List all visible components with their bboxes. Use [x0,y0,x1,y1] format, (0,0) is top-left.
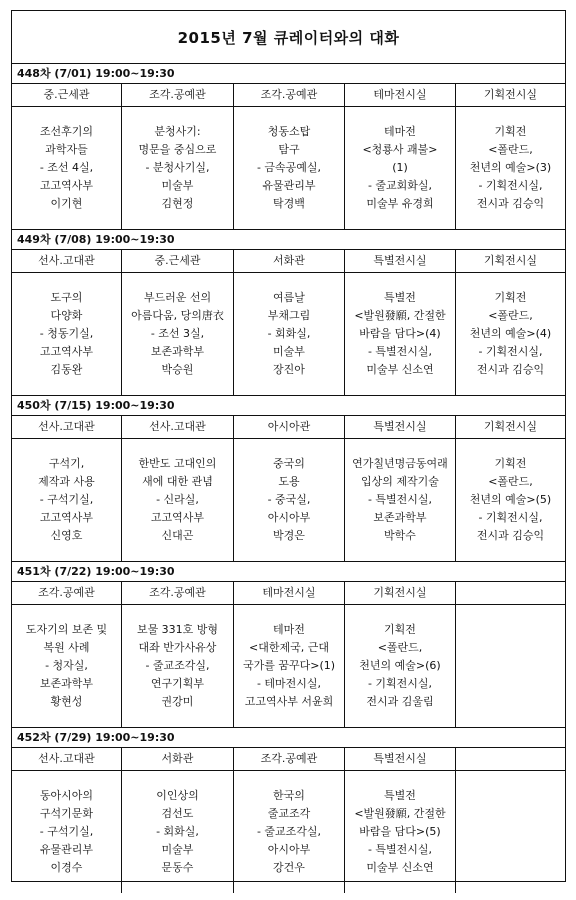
venue-label: 선사.고대관 [12,748,122,771]
talk-line: 특별전 [384,291,416,304]
talk-line: - 테마전시실, [256,677,322,690]
talk-line: 분청사기: [154,125,201,138]
talk-cell [122,605,234,727]
talk-line: <발원發願, 간절한 [354,309,446,322]
talk-line: - 청동기실, [39,327,94,340]
talk-line: - 줄교회화실, [367,179,433,192]
talk-cell [234,605,345,727]
talk-line: 아시아부 [267,511,311,524]
talk-line: 보존과학부 [39,677,94,690]
talk-line: 천년의 예술>(6) [359,659,441,672]
session-header: 452차 (7/29) 19:00~19:30 [12,728,565,748]
talk-line: 줄교조각 [267,807,311,820]
talk-cell [345,771,456,893]
session-block [12,396,565,562]
talk-line: 이기현 [50,197,83,210]
talk-line: 김동완 [50,363,83,376]
talk-cell [12,107,122,229]
talk-line: - 회화실, [267,327,311,340]
talk-line: 테마전 [273,623,305,636]
talk-cell [122,439,234,561]
schedule-table [11,10,566,882]
talk-line: 황현성 [50,695,83,708]
page-title: 2015년 7월 큐레이터와의 대화 [12,11,565,64]
talk-line: - 구석기실, [39,493,94,506]
talk-line: 기획전 [384,623,416,636]
talk-line: 보존과학부 [150,345,205,358]
talk-line: 연가칠년명금동여래 [352,457,448,470]
talk-line: - 특별전시실, [367,345,433,358]
talk-line: 도자기의 보존 및 [25,623,108,636]
talk-cell [122,273,234,395]
talk-line: 대좌 반가사유상 [138,641,217,654]
session-header: 450차 (7/15) 19:00~19:30 [12,396,565,416]
talk-line: - 줄교조각실, [256,825,322,838]
talk-cell [12,439,122,561]
talk-line: 신대곤 [161,529,194,542]
talk-line: 복원 사례 [43,641,90,654]
talk-line: - 기획전시실, [478,345,543,358]
session-grid [12,748,565,893]
venue-label: 서화관 [122,748,234,771]
venue-label: 선사.고대관 [12,416,122,439]
talk-cell [234,439,345,561]
talk-line: - 중국실, [267,493,311,506]
talk-cell [345,439,456,561]
talk-line: 기획전 [494,291,527,304]
talk-cell [234,771,345,893]
talk-line: 권강미 [161,695,194,708]
talk-line: 동아시아의 [39,789,94,802]
talk-line: 박경은 [273,529,305,542]
talk-line: 구석기, [48,457,85,470]
talk-line: 유물관리부 [39,843,94,856]
talk-cell [12,771,122,893]
talk-line: 제작과 사용 [38,475,95,488]
talk-line: 전시과 김승익 [476,363,545,376]
talk-line: 미술부 [161,843,194,856]
venue-label: 중.근세관 [122,250,234,273]
talk-cell [345,273,456,395]
talk-line: 천년의 예술>(4) [469,327,552,340]
talk-line: 미술부 [273,345,305,358]
venue-label: 테마전시실 [234,582,345,605]
talk-line: 부채그림 [267,309,311,322]
talk-line: 천년의 예술>(5) [469,493,552,506]
talk-line: 도용 [278,475,300,488]
venue-label: 특별전시실 [345,250,456,273]
talk-line: <폴란드, [377,641,423,654]
talk-line: 전시과 김울림 [366,695,434,708]
talk-line: 유물관리부 [262,179,316,192]
talk-cell [122,107,234,229]
venue-label: 테마전시실 [345,84,456,107]
talk-line: 탁경백 [273,197,305,210]
talk-cell [234,107,345,229]
talk-line: 고고역사부 [39,179,94,192]
venue-label: 조각.공예관 [234,84,345,107]
session-block [12,64,565,230]
talk-line: (1) [392,161,408,174]
talk-line: 입상의 제작기술 [361,475,439,488]
session-block [12,728,565,893]
talk-cell [234,273,345,395]
talk-line: - 청자실, [45,659,88,672]
talk-line: 과학자들 [45,143,88,156]
talk-line: - 구석기실, [39,825,94,838]
venue-label: 중.근세관 [12,84,122,107]
talk-line: 고고역사부 [39,511,94,524]
talk-line: 신영호 [50,529,83,542]
venue-label: 기획전시실 [456,416,565,439]
talk-cell [345,605,456,727]
talk-line: 이경수 [50,861,83,874]
talk-line: - 분청사기실, [145,161,210,174]
talk-line: - 회화실, [156,825,199,838]
talk-line: - 특별전시실, [367,843,433,856]
talk-line: 여름날 [273,291,305,304]
session-block [12,562,565,728]
talk-cell [345,107,456,229]
talk-line: 새에 대한 관념 [142,475,213,488]
session-grid [12,416,565,561]
venue-label: 조각.공예관 [122,582,234,605]
talk-line: 미술부 신소연 [366,861,434,874]
talk-line: 한반도 고대인의 [138,457,217,470]
talk-cell [456,771,565,893]
talk-line: 연구기획부 [150,677,205,690]
talk-cell [12,273,122,395]
talk-line: 아름다움, 당의唐衣 [131,309,224,322]
talk-line: - 조선 3실, [150,327,205,340]
talk-line: 다양화 [50,309,83,322]
talk-line: - 조선 4실, [39,161,94,174]
talk-line: 고고역사부 [150,511,205,524]
talk-line: 이인상의 [156,789,199,802]
talk-line: 조선후기의 [39,125,94,138]
session-grid [12,84,565,229]
talk-line: <대한제국, 근대 [249,641,329,654]
talk-line: 강건우 [273,861,305,874]
session-header: 449차 (7/08) 19:00~19:30 [12,230,565,250]
talk-cell [456,273,565,395]
talk-cell [456,107,565,229]
talk-line: 도구의 [50,291,83,304]
talk-line: 박승원 [161,363,194,376]
talk-line: 기획전 [494,457,527,470]
session-header: 451차 (7/22) 19:00~19:30 [12,562,565,582]
talk-line: - 기획전시실, [478,179,543,192]
talk-line: - 기획전시실, [478,511,543,524]
talk-line: 특별전 [384,789,416,802]
talk-line: - 특별전시실, [367,493,433,506]
venue-label [456,582,565,605]
talk-line: - 줄교조각실, [145,659,210,672]
talk-cell [122,771,234,893]
talk-line: <폴란드, [488,143,533,156]
talk-line: 고고역사부 서윤희 [244,695,334,708]
talk-cell [12,605,122,727]
talk-line: 보존과학부 [373,511,427,524]
talk-line: 박학수 [384,529,416,542]
talk-cell [456,439,565,561]
talk-line: 보물 331호 방형 [136,623,219,636]
talk-line: 천년의 예술>(3) [469,161,552,174]
talk-line: <청룡사 괘불> [362,143,438,156]
talk-line: 미술부 유경희 [366,197,434,210]
talk-line: <폴란드, [488,475,533,488]
talk-line: <발원發願, 간절한 [354,807,446,820]
talk-cell [456,605,565,727]
talk-line: 바람을 담다>(5) [359,825,441,838]
venue-label: 기획전시실 [456,84,565,107]
venue-label [456,748,565,771]
venue-label: 조각.공예관 [12,582,122,605]
talk-line: 구석기문화 [39,807,94,820]
talk-line: 아시아부 [267,843,311,856]
talk-line: - 신라실, [156,493,199,506]
talk-line: 문동수 [161,861,194,874]
talk-line: 미술부 신소연 [366,363,434,376]
session-grid [12,250,565,395]
talk-line: 부드러운 선의 [143,291,212,304]
venue-label: 선사.고대관 [122,416,234,439]
talk-line: 명문을 중심으로 [138,143,217,156]
venue-label: 기획전시실 [345,582,456,605]
talk-line: 검선도 [161,807,194,820]
session-header: 448차 (7/01) 19:00~19:30 [12,64,565,84]
talk-line: 고고역사부 [39,345,94,358]
venue-label: 기획전시실 [456,250,565,273]
talk-line: 바람을 담다>(4) [359,327,441,340]
venue-label: 선사.고대관 [12,250,122,273]
talk-line: 청동소탑 [267,125,311,138]
talk-line: 장진아 [273,363,305,376]
talk-line: 김현정 [161,197,194,210]
talk-line: 기획전 [494,125,527,138]
talk-line: <폴란드, [488,309,533,322]
talk-line: 국가를 꿈꾸다>(1) [242,659,336,672]
talk-line: 탐구 [278,143,300,156]
talk-line: 한국의 [273,789,305,802]
talk-line: - 기획전시실, [367,677,433,690]
talk-line: 중국의 [273,457,305,470]
venue-label: 특별전시실 [345,416,456,439]
talk-line: 미술부 [161,179,194,192]
session-block [12,230,565,396]
session-grid [12,582,565,727]
talk-line: 전시과 김승익 [476,529,545,542]
talk-line: 테마전 [384,125,416,138]
venue-label: 조각.공예관 [234,748,345,771]
venue-label: 아시아관 [234,416,345,439]
talk-line: - 금속공예실, [256,161,322,174]
venue-label: 조각.공예관 [122,84,234,107]
session-list [12,64,565,893]
venue-label: 서화관 [234,250,345,273]
talk-line: 전시과 김승익 [476,197,545,210]
venue-label: 특별전시실 [345,748,456,771]
